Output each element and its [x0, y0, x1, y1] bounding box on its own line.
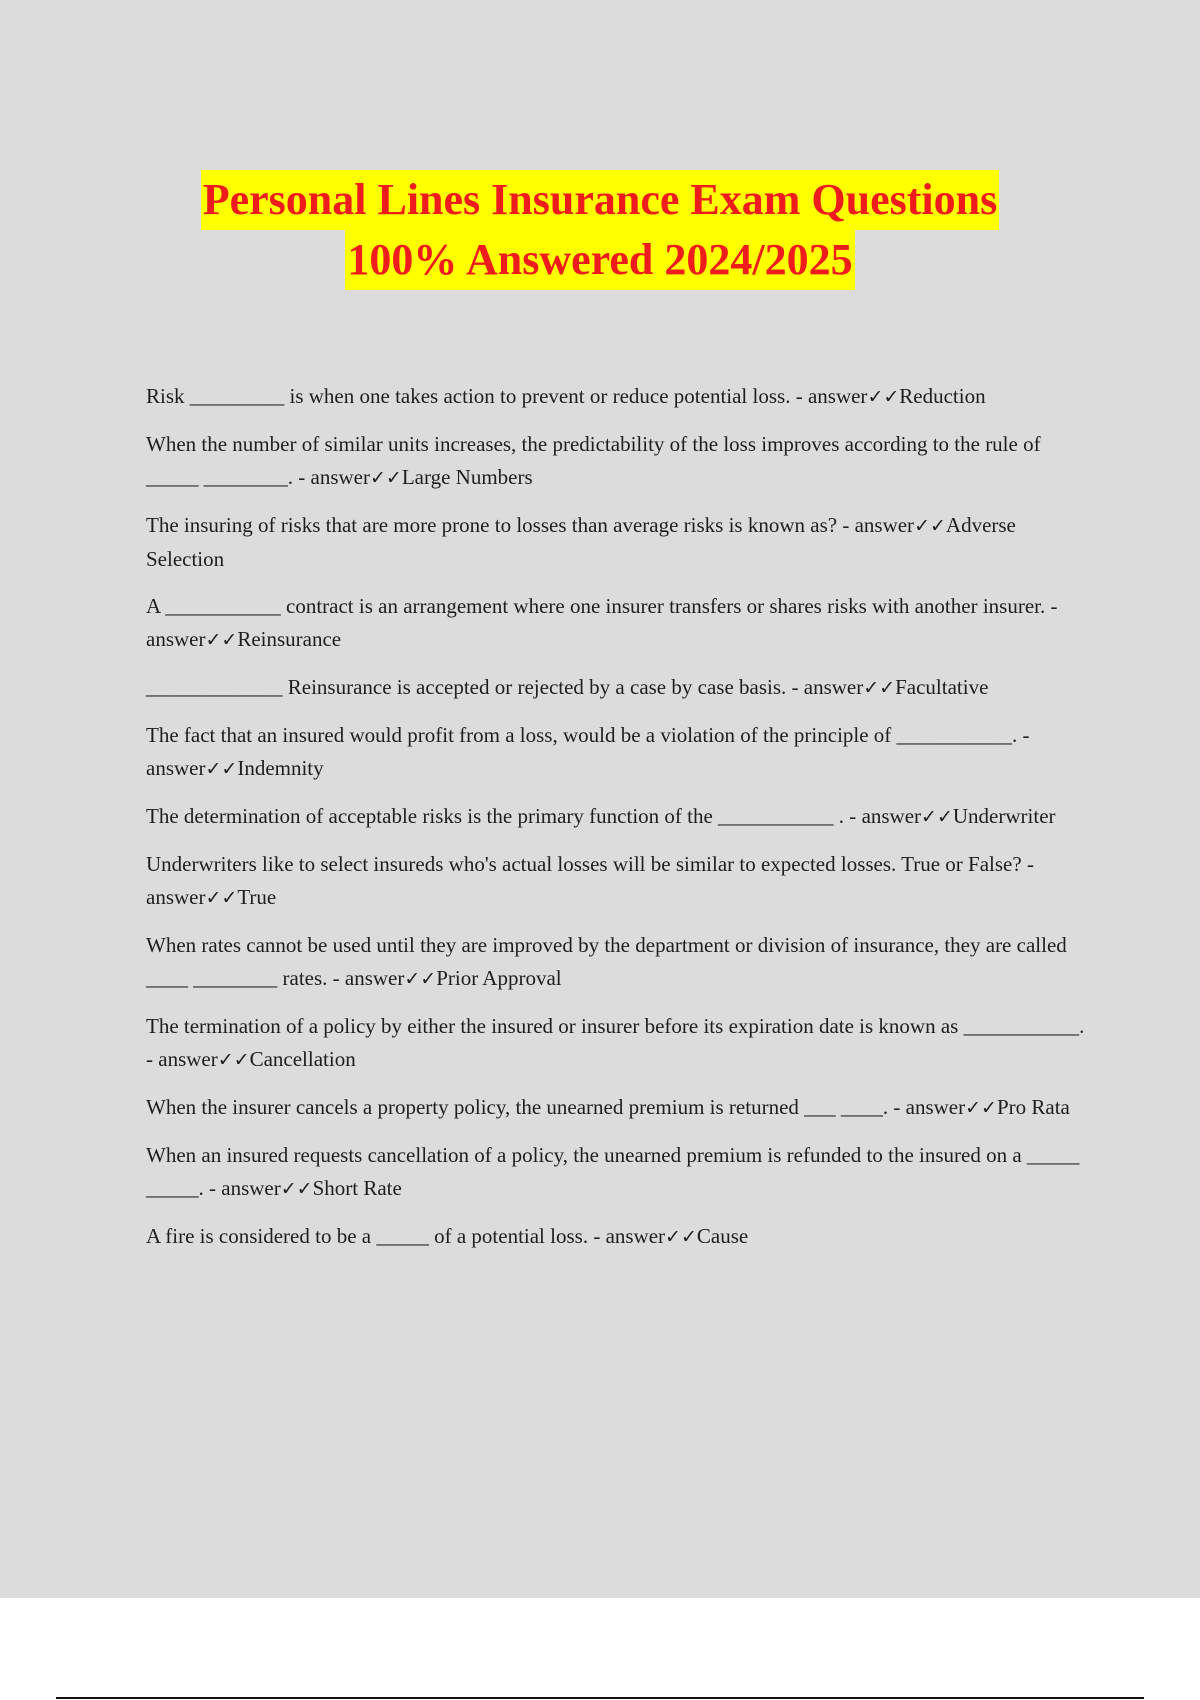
check-icon: ✓✓	[280, 1178, 313, 1200]
answer-prefix: answer	[310, 465, 370, 489]
answer-prefix: answer	[905, 1095, 966, 1119]
question-text: When the number of similar units increases, the predictability of the loss improves according to the rule of _____ ________. -	[146, 432, 1041, 489]
answer-text: Reduction	[899, 384, 986, 408]
answer-text: Cause	[696, 1224, 749, 1248]
question-item	[146, 1220, 1096, 1254]
question-item	[146, 380, 1096, 414]
answer-prefix: answer	[146, 627, 206, 651]
check-icon: ✓✓	[217, 1049, 250, 1071]
question-text: The fact that an insured would profit from a loss, would be a violation of the principle of ___________. -	[146, 723, 1030, 747]
question-item	[146, 590, 1096, 657]
answer-prefix: answer	[854, 513, 915, 537]
question-text: When an insured requests cancellation of a policy, the unearned premium is refunded to the insured on a _____ _____. -	[146, 1143, 1080, 1200]
answer-prefix: answer	[807, 384, 868, 408]
question-item	[146, 671, 1096, 705]
check-icon: ✓✓	[867, 386, 900, 408]
question-text: Underwriters like to select insureds who's actual losses will be similar to expected losses. True or False? -	[146, 852, 1034, 876]
question-item	[146, 719, 1096, 786]
answer-text: Adverse Selection	[146, 513, 1016, 571]
answer-prefix: answer	[344, 966, 405, 990]
check-icon: ✓✓	[205, 758, 238, 780]
check-icon: ✓✓	[404, 968, 437, 990]
question-item	[146, 428, 1096, 495]
answer-text: Facultative	[895, 675, 989, 699]
title-line-2: 100% Answered 2024/2025	[345, 230, 854, 290]
answer-text: Underwriter	[952, 804, 1056, 828]
question-item	[146, 800, 1096, 834]
question-text: A fire is considered to be a _____ of a potential loss. -	[146, 1224, 601, 1248]
question-item	[146, 848, 1096, 915]
answer-prefix: answer	[146, 756, 206, 780]
question-item	[146, 929, 1096, 996]
answer-text: Indemnity	[237, 756, 324, 780]
question-item	[146, 1010, 1096, 1077]
answer-prefix: answer	[158, 1047, 218, 1071]
answer-prefix: answer	[803, 675, 864, 699]
check-icon: ✓✓	[665, 1226, 697, 1248]
question-text: A ___________ contract is an arrangement where one insurer transfers or shares risks with another insurer. -	[146, 594, 1058, 618]
question-text: Risk _________ is when one takes action to prevent or reduce potential loss. -	[146, 384, 803, 408]
answer-prefix: answer	[605, 1224, 666, 1248]
answer-prefix: answer	[861, 804, 922, 828]
answer-text: True	[237, 885, 277, 909]
title-line-1: Personal Lines Insurance Exam Questions	[201, 170, 1000, 230]
check-icon: ✓✓	[205, 629, 238, 651]
question-text: The termination of a policy by either the insured or insurer before its expiration date is known as ___________. -	[146, 1014, 1085, 1071]
answer-text: Pro Rata	[996, 1095, 1070, 1119]
footer-divider	[56, 1697, 1144, 1699]
answer-text: Large Numbers	[401, 465, 533, 489]
document-title	[0, 170, 1200, 290]
question-item	[146, 1091, 1096, 1125]
question-text: The insuring of risks that are more prone to losses than average risks is known as? -	[146, 513, 850, 537]
check-icon: ✓✓	[965, 1097, 997, 1119]
answer-text: Short Rate	[312, 1176, 402, 1200]
answer-text: Prior Approval	[436, 966, 562, 990]
question-item	[146, 509, 1096, 576]
question-text: _____________ Reinsurance is accepted or rejected by a case by case basis. -	[146, 675, 799, 699]
question-text: When rates cannot be used until they are improved by the department or division of insurance, they are called ____ ________ rates. -	[146, 933, 1067, 990]
answer-prefix: answer	[146, 885, 206, 909]
question-text: The determination of acceptable risks is the primary function of the ___________ . -	[146, 804, 857, 828]
check-icon: ✓✓	[369, 467, 402, 489]
answer-text: Cancellation	[249, 1047, 356, 1071]
check-icon: ✓✓	[863, 677, 896, 699]
answer-text: Reinsurance	[237, 627, 342, 651]
check-icon: ✓✓	[921, 806, 953, 828]
check-icon: ✓✓	[914, 515, 946, 537]
check-icon: ✓✓	[205, 887, 238, 909]
question-text: When the insurer cancels a property policy, the unearned premium is returned ___ ____. -	[146, 1095, 901, 1119]
answer-prefix: answer	[221, 1176, 281, 1200]
question-list	[146, 380, 1096, 1268]
question-item	[146, 1139, 1096, 1206]
